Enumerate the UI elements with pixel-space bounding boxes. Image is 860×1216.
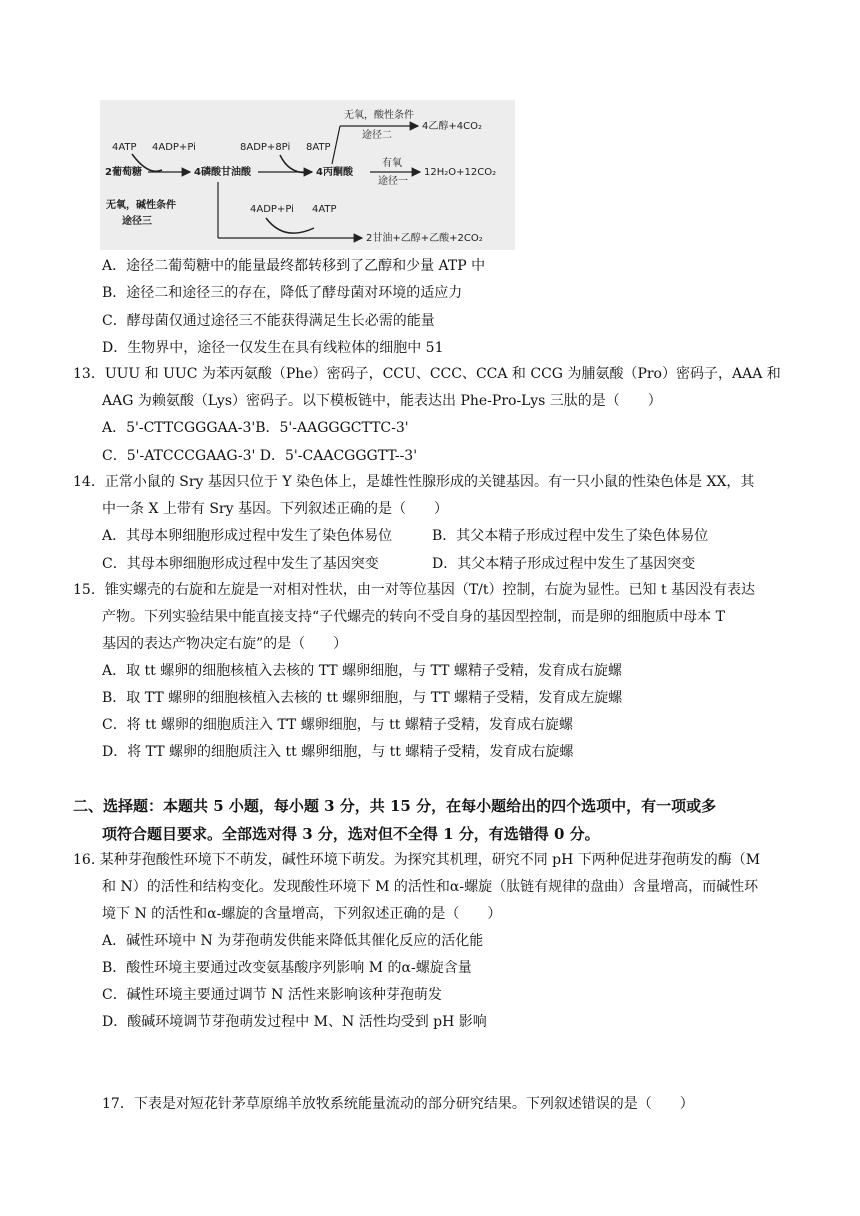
pathway-diagram xyxy=(100,100,515,250)
q13-stem-line1: 13．UUU 和 UUC 为苯丙氨酸（Phe）密码子，CCU、CCC、CCA 和 CCG 为脯氨酸（Pro）密码子，AAA 和 xyxy=(73,366,781,382)
adp8-label: 8ADP+8Pi xyxy=(240,142,291,153)
glucose-label: 2葡萄糖 xyxy=(105,167,142,178)
q13-options-ab: A．5'-CTTCGGGAA-3'B．5'-AAGGGCTTC-3' xyxy=(102,420,409,436)
q14-option-c: C．其母本卵细胞形成过程中发生了基因突变 xyxy=(102,556,379,572)
route1-condition: 有氧 xyxy=(382,158,402,169)
q14-option-d: D．其父本精子形成过程中发生了基因突变 xyxy=(432,556,696,572)
q16-option-d: D．酸碱环境调节芽孢萌发过程中 M、N 活性均受到 pH 影响 xyxy=(102,1014,487,1030)
adp4-right-label: 4ADP+Pi xyxy=(250,204,294,215)
route3-product: 2甘油+乙醇+乙酸+2CO₂ xyxy=(366,233,483,244)
atp-curve-middle xyxy=(280,155,312,173)
route2-name: 途径二 xyxy=(362,130,392,141)
q14-stem-line1: 14．正常小鼠的 Sry 基因只位于 Y 染色体上，是雄性性腺形成的关键基因。有一只小鼠的性染色体是 XX，其 xyxy=(73,474,755,490)
route2-condition: 无氧，酸性条件 xyxy=(344,110,414,121)
route1-product: 12H₂O+12CO₂ xyxy=(424,167,497,178)
q15-stem-line2: 产物。下列实验结果中能直接支持“子代螺壳的转向不受自身的基因型控制，而是卵的细胞质中母本 T xyxy=(102,609,725,625)
q15-stem-line1: 15．锥实螺壳的右旋和左旋是一对相对性状，由一对等位基因（T/t）控制，右旋为显性。已知 t 基因没有表达 xyxy=(73,582,756,598)
q16-option-c: C．碱性环境主要通过调节 N 活性来影响该种芽孢萌发 xyxy=(102,987,442,1003)
pathway-svg xyxy=(100,100,515,250)
route3-name: 途径三 xyxy=(122,216,152,227)
q14-option-b: B．其父本精子形成过程中发生了染色体易位 xyxy=(432,528,709,544)
atp4-right-label: 4ATP xyxy=(312,204,337,215)
q17-stem: 17．下表是对短花针茅草原绵羊放牧系统能量流动的部分研究结果。下列叙述错误的是（ ） xyxy=(102,1096,694,1112)
q15-option-b: B．取 TT 螺卵的细胞核植入去核的 tt 螺卵细胞，与 TT 螺精子受精，发育成左旋螺 xyxy=(102,690,623,706)
q16-stem-line2: 和 N）的活性和结构变化。发现酸性环境下 M 的活性和α-螺旋（肽链有规律的盘曲）含量增高，而碱性环 xyxy=(102,879,759,895)
atp8-label: 8ATP xyxy=(306,142,331,153)
q14-option-a: A．其母本卵细胞形成过程中发生了染色体易位 xyxy=(102,528,393,544)
atp4-left-label: 4ATP xyxy=(112,142,137,153)
route1-name: 途径一 xyxy=(378,176,408,187)
branch-up xyxy=(332,126,340,164)
q16-stem-line3: 境下 N 的活性和α-螺旋的含量增高，下列叙述正确的是（ ） xyxy=(102,906,502,922)
q16-option-a: A．碱性环境中 N 为芽孢萌发供能来降低其催化反应的活化能 xyxy=(102,933,484,949)
atp-curve-right xyxy=(266,218,314,233)
q15-option-a: A．取 tt 螺卵的细胞核植入去核的 TT 螺卵细胞，与 TT 螺精子受精，发育成右旋螺 xyxy=(102,663,622,679)
route2-product: 4乙醇+4CO₂ xyxy=(422,121,482,132)
q15-option-d: D．将 TT 螺卵的细胞质注入 tt 螺卵细胞，与 tt 螺精子受精，发育成右旋螺 xyxy=(102,744,574,760)
section2-heading-line2: 项符合题目要求。全部选对得 3 分，选对但不全得 1 分，有选错得 0 分。 xyxy=(102,825,600,843)
q16-stem-line1: 16. 某种芽孢酸性环境下不萌发，碱性环境下萌发。为探究其机理，研究不同 pH 下两种促进芽孢萌发的酶（M xyxy=(73,852,761,868)
q12-option-b: B．途径二和途径三的存在，降低了酵母菌对环境的适应力 xyxy=(102,285,463,301)
q15-option-c: C．将 tt 螺卵的细胞质注入 TT 螺卵细胞，与 tt 螺精子受精，发育成右旋螺 xyxy=(102,717,573,733)
q13-stem-line2: AAG 为赖氨酸（Lys）密码子。以下模板链中，能表达出 Phe-Pro-Lys 三肽的是（ ） xyxy=(102,393,662,409)
route3-condition: 无氧，碱性条件 xyxy=(106,200,176,211)
q16-option-b: B．酸性环境主要通过改变氨基酸序列影响 M 的α-螺旋含量 xyxy=(102,960,472,976)
q12-option-d: D．生物界中，途径一仅发生在具有线粒体的细胞中 51 xyxy=(102,340,444,356)
q12-option-c: C．酵母菌仅通过途径三不能获得满足生长必需的能量 xyxy=(102,313,435,329)
q14-stem-line2: 中一条 X 上带有 Sry 基因。下列叙述正确的是（ ） xyxy=(102,501,448,517)
adp4-left-label: 4ADP+Pi xyxy=(152,142,196,153)
g3p-label: 4磷酸甘油酸 xyxy=(194,167,251,178)
pyruvate-label: 4丙酮酸 xyxy=(316,167,353,178)
section2-heading-line1: 二、选择题：本题共 5 小题，每小题 3 分，共 15 分，在每小题给出的四个选项中，有一项或多 xyxy=(73,797,717,815)
q15-stem-line3: 基因的表达产物决定右旋”的是（ ） xyxy=(102,636,348,652)
q13-options-cd: C．5'-ATCCCGAAG-3' D．5'-CAACGGGTT--3' xyxy=(102,448,418,464)
q12-option-a: A．途径二葡萄糖中的能量最终都转移到了乙醇和少量 ATP 中 xyxy=(102,258,486,274)
